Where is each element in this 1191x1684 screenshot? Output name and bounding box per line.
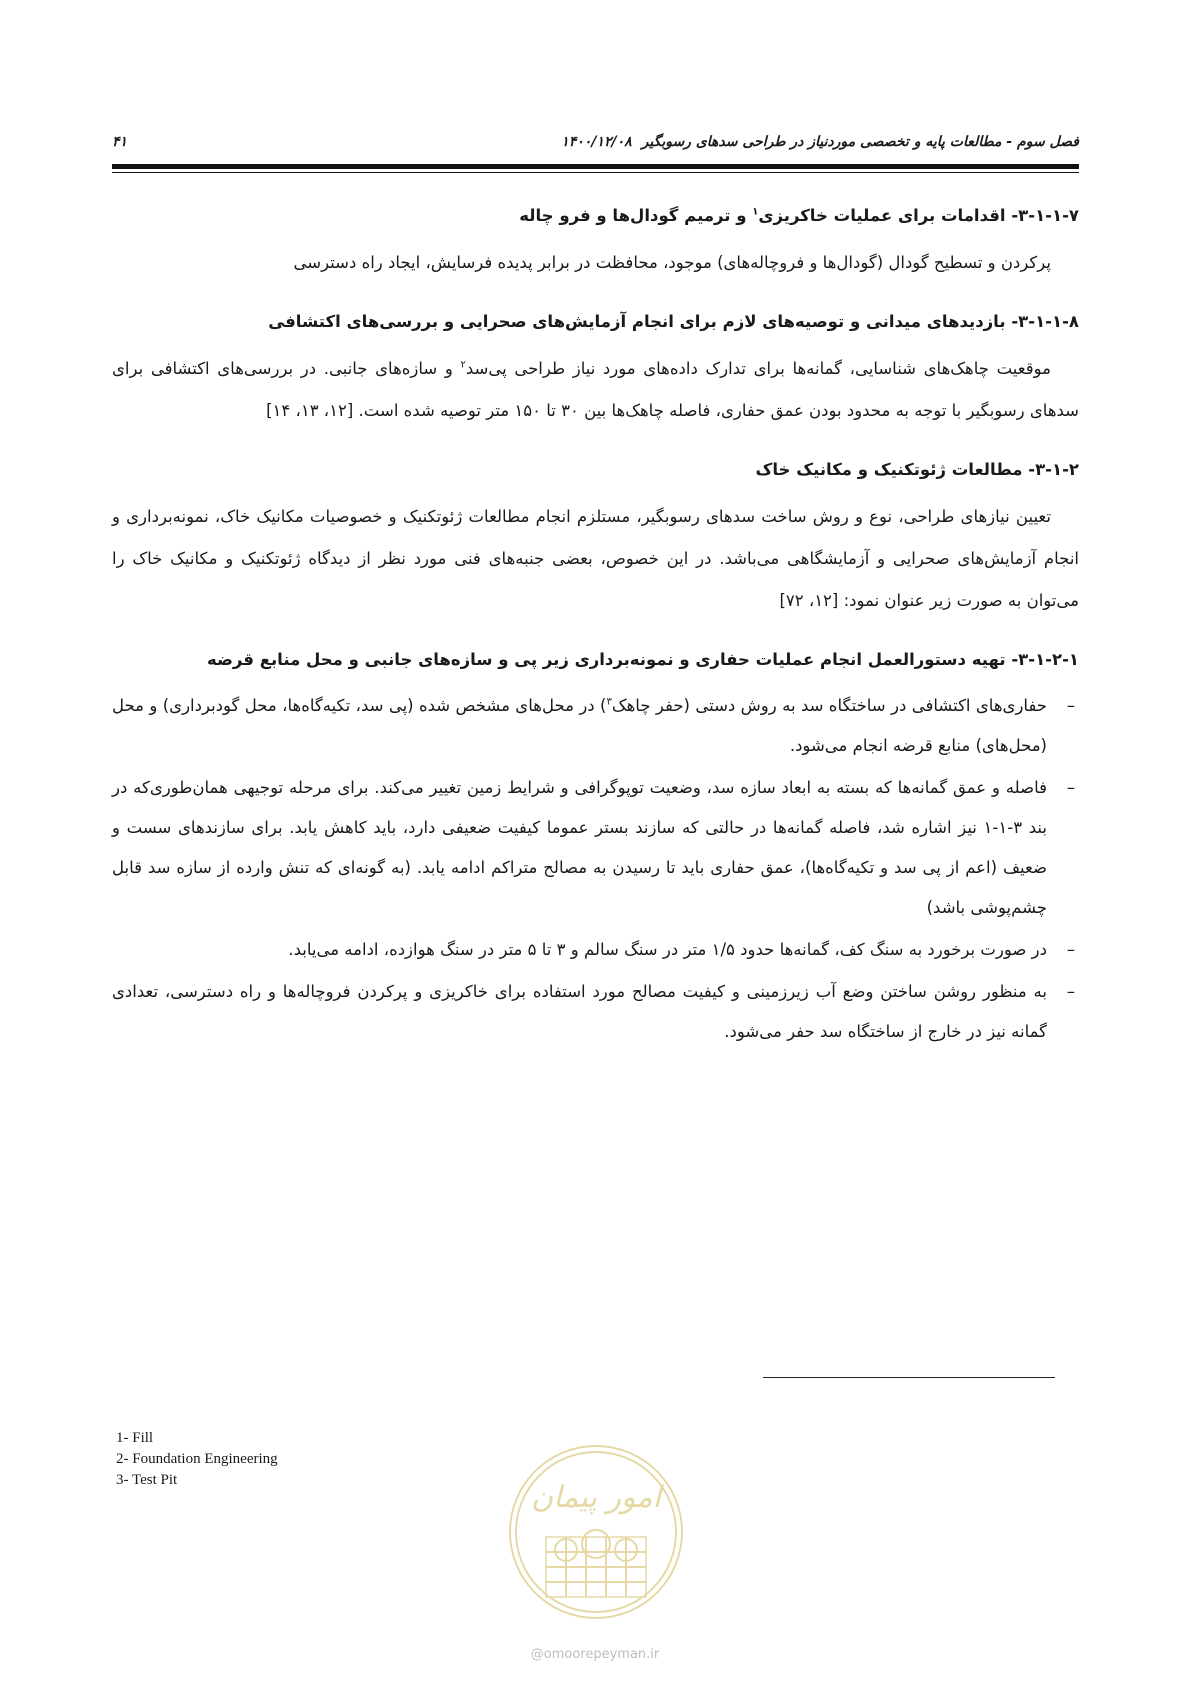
list-item-text: حفاری‌های اکتشافی در ساختگاه سد به روش دستی (حفر چاهک <box>611 696 1047 715</box>
watermark-seal-logo <box>506 1432 686 1642</box>
section-body-1: پرکردن و تسطیح گودال (گودال‌ها و فروچاله‌های) موجود، محافظت در برابر پدیده فرسایش، ایجاد راه دسترسی <box>293 253 1051 272</box>
dash-marker: – <box>1066 778 1075 797</box>
list-item-text: به منظور روشن ساختن وضع آب زیرزمینی و کیفیت مصالح مورد استفاده برای خاکریزی و پرکردن فروچاله‌ها و راه دسترسی، تعدادی گمانه نیز در خارج از ساختگاه سد حفر می‌شود. <box>112 982 1047 1041</box>
footnote-2: 2- Foundation Engineering <box>116 1451 278 1467</box>
dash-marker: – <box>1066 982 1075 1001</box>
list-item <box>112 930 1079 970</box>
main-content <box>112 200 1079 1054</box>
list-item-text-rest: ) در محل‌های مشخص شده (پی سد، تکیه‌گاه‌ها، محل گودبرداری) و محل (محل‌های) منابع قرضه انجام می‌شود. <box>112 696 1047 755</box>
footnote-ref-2: ۲ <box>460 359 466 371</box>
section-body-3: تعیین نیازهای طراحی، نوع و روش ساخت سدهای رسوبگیر، مستلزم انجام مطالعات ژئوتکنیک و خصوصیات مکانیک خاک، نمونه‌برداری و انجام آزمایش‌های صحرایی و آزمایشگاهی می‌باشد. در این خصوص، بعضی جنبه‌های فنی مورد نظر از دیدگاه ژئوتکنیک و مکانیک خاک را می‌توان به صورت زیر عنوان نمود: [۱۲، ۷۲] <box>112 507 1079 610</box>
bullet-list <box>112 686 1079 1052</box>
header-rule-thick <box>112 164 1079 169</box>
logo-lettering: امور پیمان <box>531 1480 661 1515</box>
footnote-separator <box>763 1377 1055 1378</box>
section-heading-3: ۳-۱-۲- مطالعات ژئوتکنیک و مکانیک خاک <box>755 460 1079 479</box>
page-header <box>112 128 1079 156</box>
header-rule-thin <box>112 172 1079 173</box>
list-item-text: فاصله و عمق گمانه‌ها که بسته به ابعاد سازه سد، وضعیت توپوگرافی و شرایط زمین تغییر می‌کند. برای مرحله توجیهی همان‌طوری‌که در بند ۳-۱-۱ نیز اشاره شد، فاصله گمانه‌ها در حالتی که سازند بستر عموما کیفیت ضعیفی دارد، باید کاهش یابد. برای سازندهای سست و ضعیف (اعم از پی سد و تکیه‌گاه‌ها)، عمق حفاری باید تا رسیدن به مصالح متراکم ادامه یابد. (به گونه‌ای که تنش وارده از سازه سد قابل چشم‌پوشی باشد) <box>112 778 1047 917</box>
section-heading-2: ۳-۱-۱-۸- بازدیدهای میدانی و توصیه‌های لازم برای انجام آزمایش‌های صحرایی و بررسی‌های اکتشافی <box>268 312 1079 331</box>
footnotes <box>116 1428 278 1491</box>
body-text-rest: و سازه‌های جانبی. در بررسی‌های اکتشافی برای سدهای رسوبگیر با توجه به محدود بودن عمق حفاری، فاصله چاهک‌ها بین ۳۰ تا ۱۵۰ متر توصیه شده است. [۱۲، ۱۳، ۱۴] <box>112 359 1079 420</box>
heading-text-rest: و ترمیم گودال‌ها و فرو چاله <box>519 206 753 225</box>
chapter-title-text: فصل سوم - مطالعات پایه و تخصصی موردنیاز در طراحی سدهای رسوبگیر <box>641 134 1079 150</box>
footnote-ref-3: ۳ <box>606 696 612 708</box>
section-heading-4: ۳-۱-۲-۱- تهیه دستورالعمل انجام عملیات حفاری و نمونه‌برداری زیر پی و سازه‌های جانبی و محل منابع قرضه <box>206 650 1079 669</box>
section-heading-1 <box>112 200 1079 232</box>
header-date: ۱۴۰۰/۱۲/۰۸ <box>561 134 632 150</box>
list-item <box>112 686 1079 766</box>
list-item-text: در صورت برخورد به سنگ کف، گمانه‌ها حدود ۱/۵ متر در سنگ سالم و ۳ تا ۵ متر در سنگ هوازده، ادامه می‌یابد. <box>288 940 1047 959</box>
footnote-1: 1- Fill <box>116 1430 154 1446</box>
watermark-site: @omoorepeyman.ir <box>530 1647 660 1662</box>
heading-text: ۳-۱-۱-۷- اقدامات برای عملیات خاکریزی <box>758 206 1079 225</box>
list-item <box>112 972 1079 1052</box>
section-body-2 <box>112 348 1079 432</box>
page-number: ۴۱ <box>112 134 128 150</box>
chapter-title <box>561 134 1079 150</box>
footnote-ref-1: ۱ <box>752 206 759 218</box>
body-text: موقعیت چاهک‌های شناسایی، گمانه‌ها برای تدارک داده‌های مورد نیاز طراحی پی‌سد <box>465 359 1051 378</box>
footnote-3: 3- Test Pit <box>116 1472 178 1488</box>
dash-marker: – <box>1066 940 1075 959</box>
list-item <box>112 768 1079 928</box>
dash-marker: – <box>1066 696 1075 715</box>
